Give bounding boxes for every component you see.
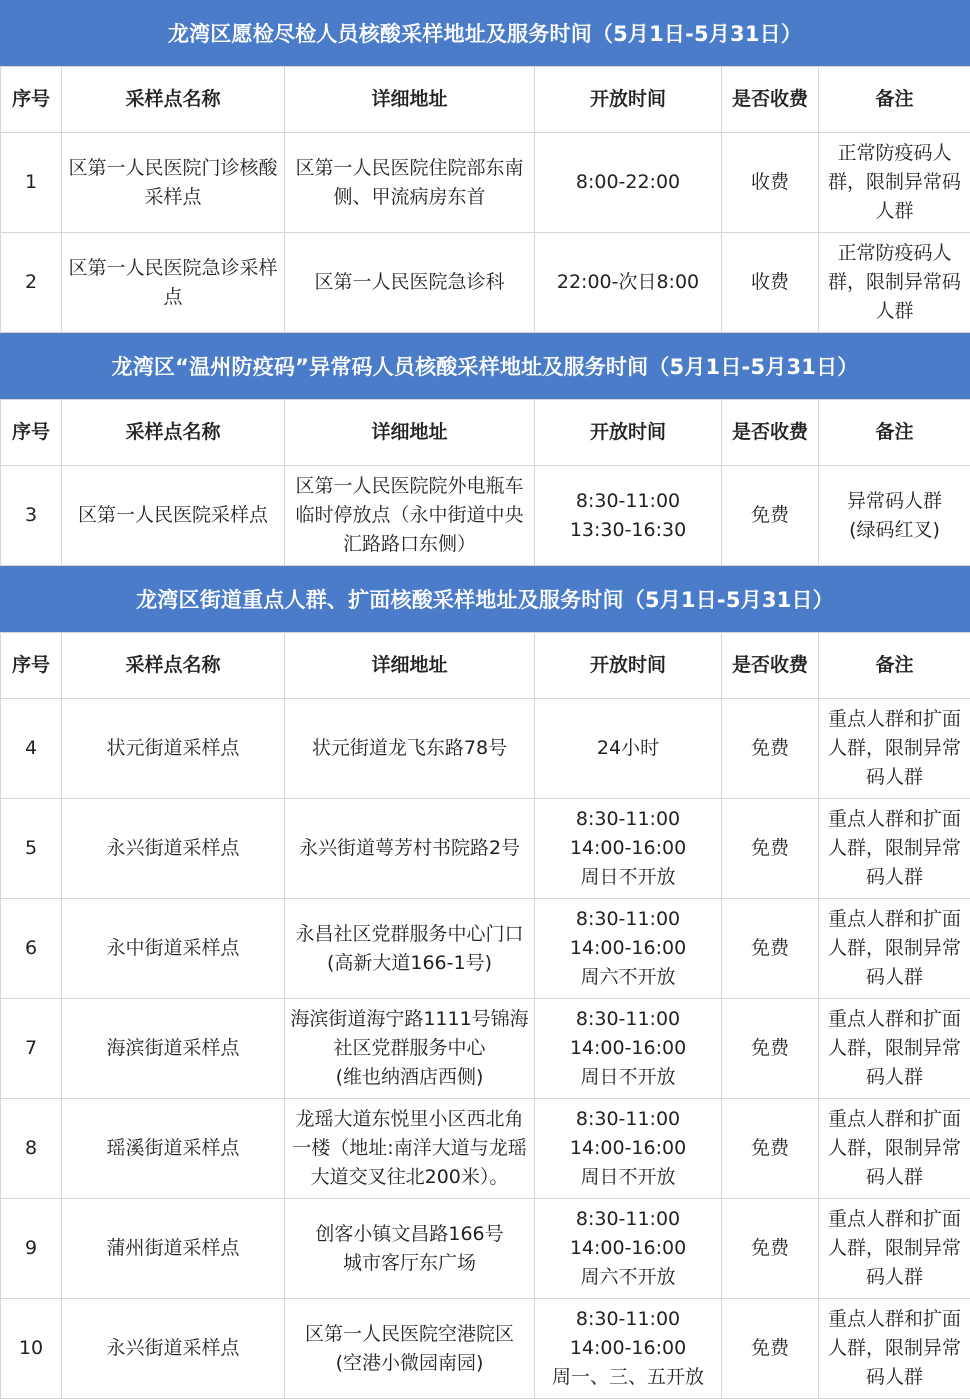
cell-note: 重点人群和扩面人群，限制异常码人群	[819, 899, 970, 999]
header-fee: 是否收费	[722, 633, 819, 699]
cell-number: 4	[1, 699, 62, 799]
cell-site-name: 永兴街道采样点	[62, 1299, 285, 1399]
section-1	[0, 0, 970, 333]
section-title: 龙湾区“温州防疫码”异常码人员核酸采样地址及服务时间（5月1日-5月31日）	[0, 333, 970, 399]
cell-address: 区第一人民医院住院部东南侧、甲流病房东首	[285, 133, 535, 233]
table-row	[1, 1099, 970, 1199]
cell-fee: 免费	[722, 699, 819, 799]
header-number: 序号	[1, 67, 62, 133]
table-row	[1, 233, 970, 333]
cell-number: 5	[1, 799, 62, 899]
section-title: 龙湾区街道重点人群、扩面核酸采样地址及服务时间（5月1日-5月31日）	[0, 566, 970, 632]
cell-note: 重点人群和扩面人群，限制异常码人群	[819, 1199, 970, 1299]
header-row	[1, 633, 970, 699]
header-number: 序号	[1, 400, 62, 466]
cell-address: 区第一人民医院急诊科	[285, 233, 535, 333]
table-row	[1, 1199, 970, 1299]
header-site-name: 采样点名称	[62, 400, 285, 466]
cell-fee: 免费	[722, 1199, 819, 1299]
cell-open-hours: 8:30-11:00 14:00-16:00 周一、三、五开放	[535, 1299, 722, 1399]
cell-number: 9	[1, 1199, 62, 1299]
header-fee: 是否收费	[722, 67, 819, 133]
table-row	[1, 799, 970, 899]
cell-site-name: 海滨街道采样点	[62, 999, 285, 1099]
cell-fee: 免费	[722, 899, 819, 999]
cell-site-name: 状元街道采样点	[62, 699, 285, 799]
header-open-hours: 开放时间	[535, 400, 722, 466]
table-row	[1, 999, 970, 1099]
cell-note: 重点人群和扩面人群，限制异常码人群	[819, 799, 970, 899]
cell-address: 创客小镇文昌路166号 城市客厅东广场	[285, 1199, 535, 1299]
section-title: 龙湾区愿检尽检人员核酸采样地址及服务时间（5月1日-5月31日）	[0, 0, 970, 66]
cell-fee: 免费	[722, 799, 819, 899]
header-row	[1, 67, 970, 133]
header-fee: 是否收费	[722, 400, 819, 466]
cell-number: 8	[1, 1099, 62, 1199]
cell-address: 龙瑶大道东悦里小区西北角一楼（地址:南洋大道与龙瑶大道交叉往北200米）。	[285, 1099, 535, 1199]
header-row	[1, 400, 970, 466]
sites-table	[0, 66, 970, 333]
cell-note: 重点人群和扩面人群，限制异常码人群	[819, 1299, 970, 1399]
cell-address: 区第一人民医院院外电瓶车临时停放点（永中街道中央汇路路口东侧）	[285, 466, 535, 566]
header-site-name: 采样点名称	[62, 633, 285, 699]
cell-open-hours: 8:30-11:00 14:00-16:00 周六不开放	[535, 899, 722, 999]
header-address: 详细地址	[285, 67, 535, 133]
header-open-hours: 开放时间	[535, 633, 722, 699]
cell-number: 3	[1, 466, 62, 566]
header-site-name: 采样点名称	[62, 67, 285, 133]
header-note: 备注	[819, 400, 970, 466]
cell-note: 重点人群和扩面人群，限制异常码人群	[819, 699, 970, 799]
cell-number: 10	[1, 1299, 62, 1399]
cell-open-hours: 8:30-11:00 13:30-16:30	[535, 466, 722, 566]
cell-fee: 免费	[722, 999, 819, 1099]
header-note: 备注	[819, 67, 970, 133]
cell-number: 1	[1, 133, 62, 233]
table-row	[1, 899, 970, 999]
header-address: 详细地址	[285, 400, 535, 466]
cell-site-name: 区第一人民医院急诊采样点	[62, 233, 285, 333]
cell-open-hours: 8:00-22:00	[535, 133, 722, 233]
cell-note: 正常防疫码人群，限制异常码人群	[819, 133, 970, 233]
section-2	[0, 333, 970, 566]
cell-site-name: 蒲州街道采样点	[62, 1199, 285, 1299]
cell-site-name: 瑶溪街道采样点	[62, 1099, 285, 1199]
cell-open-hours: 8:30-11:00 14:00-16:00 周日不开放	[535, 1099, 722, 1199]
cell-fee: 免费	[722, 466, 819, 566]
cell-site-name: 区第一人民医院门诊核酸采样点	[62, 133, 285, 233]
cell-fee: 收费	[722, 233, 819, 333]
cell-open-hours: 24小时	[535, 699, 722, 799]
cell-address: 永兴街道萼芳村书院路2号	[285, 799, 535, 899]
header-number: 序号	[1, 633, 62, 699]
table-row	[1, 466, 970, 566]
sites-table	[0, 632, 970, 1399]
sites-table	[0, 399, 970, 566]
cell-site-name: 区第一人民医院采样点	[62, 466, 285, 566]
cell-site-name: 永中街道采样点	[62, 899, 285, 999]
cell-note: 异常码人群 (绿码红叉)	[819, 466, 970, 566]
table-row	[1, 1299, 970, 1399]
table-row	[1, 699, 970, 799]
cell-fee: 免费	[722, 1099, 819, 1199]
cell-site-name: 永兴街道采样点	[62, 799, 285, 899]
cell-address: 海滨街道海宁路1111号锦海社区党群服务中心 (维也纳酒店西侧)	[285, 999, 535, 1099]
cell-fee: 免费	[722, 1299, 819, 1399]
cell-open-hours: 8:30-11:00 14:00-16:00 周日不开放	[535, 799, 722, 899]
table-row	[1, 133, 970, 233]
cell-open-hours: 8:30-11:00 14:00-16:00 周日不开放	[535, 999, 722, 1099]
cell-note: 正常防疫码人群，限制异常码人群	[819, 233, 970, 333]
cell-number: 2	[1, 233, 62, 333]
section-3	[0, 566, 970, 1399]
cell-number: 7	[1, 999, 62, 1099]
cell-number: 6	[1, 899, 62, 999]
cell-open-hours: 22:00-次日8:00	[535, 233, 722, 333]
cell-address: 永昌社区党群服务中心门口 (高新大道166-1号)	[285, 899, 535, 999]
header-address: 详细地址	[285, 633, 535, 699]
cell-note: 重点人群和扩面人群，限制异常码人群	[819, 999, 970, 1099]
cell-address: 状元街道龙飞东路78号	[285, 699, 535, 799]
cell-open-hours: 8:30-11:00 14:00-16:00 周六不开放	[535, 1199, 722, 1299]
cell-address: 区第一人民医院空港院区 (空港小微园南园)	[285, 1299, 535, 1399]
cell-note: 重点人群和扩面人群，限制异常码人群	[819, 1099, 970, 1199]
header-open-hours: 开放时间	[535, 67, 722, 133]
cell-fee: 收费	[722, 133, 819, 233]
header-note: 备注	[819, 633, 970, 699]
